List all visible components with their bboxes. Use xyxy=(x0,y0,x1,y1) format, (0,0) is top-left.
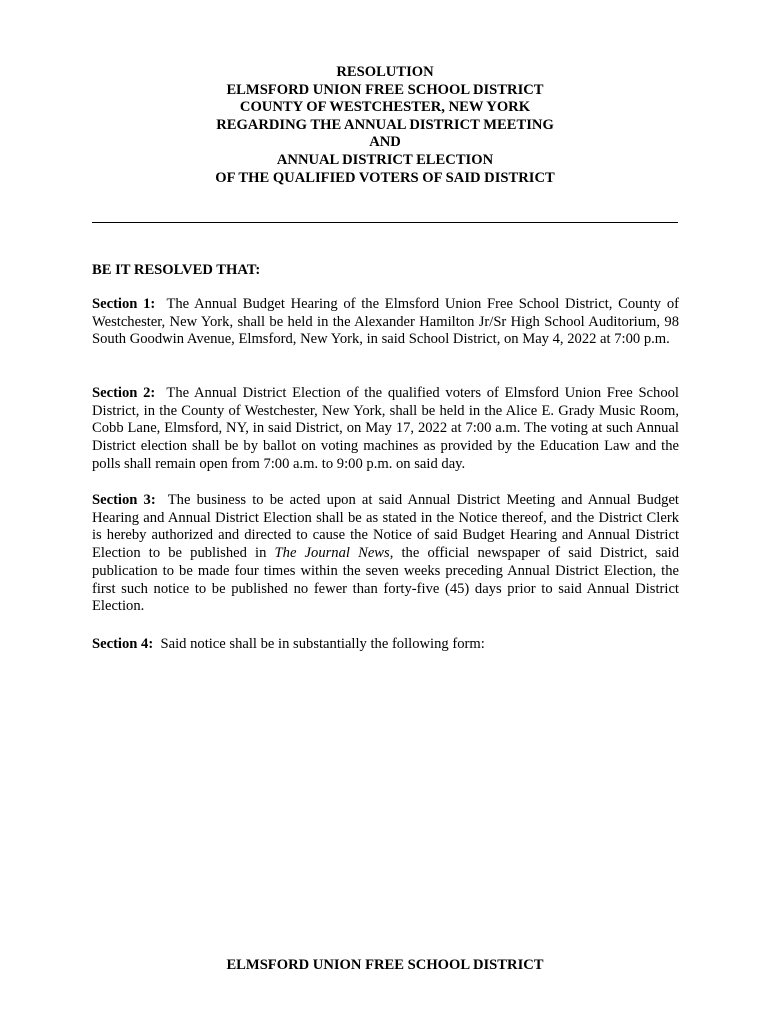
title-divider xyxy=(92,222,678,223)
title-line: AND xyxy=(369,134,401,151)
section-label: Section 1: xyxy=(92,296,156,312)
section-label: Section 4: xyxy=(92,636,154,652)
section-text: The Annual District Election of the qualified voters of Elmsford Union Free School District, in the County of Westchester, New York, shall be held in the Alice E. Grady Music Room, Cobb Lane, Elmsford, NY, in said District, on May 17, 2022 at 7:00 a.m. The voting at such Annual District election shall be by ballot on voting machines as provided by the Education Law and the polls shall remain open from 7:00 a.m. to 9:00 p.m. on said day. xyxy=(92,385,679,472)
title-line: OF THE QUALIFIED VOTERS OF SAID DISTRICT xyxy=(215,169,555,186)
resolution-title xyxy=(0,64,770,187)
section-2 xyxy=(92,385,679,474)
section-text: The Annual Budget Hearing of the Elmsford Union Free School District, County of Westchester, New York, shall be held in the Alexander Hamilton Jr/Sr High School Auditorium, 98 South Goodwin Avenue, Elmsford, New York, in said School District, on May 4, 2022 at 7:00 p.m. xyxy=(92,296,679,348)
resolved-heading: BE IT RESOLVED THAT: xyxy=(92,262,261,278)
title-line: ANNUAL DISTRICT ELECTION xyxy=(276,151,494,168)
section-4 xyxy=(92,636,679,654)
section-text: , the official newspaper of said District, said publication to be made four times within the seven weeks preceding Annual District Election, the first such notice to be published no fewer than forty-five (45) days prior to said Annual District Election. xyxy=(92,545,679,615)
title-line: REGARDING THE ANNUAL DISTRICT MEETING xyxy=(216,116,554,133)
title-line: COUNTY OF WESTCHESTER, NEW YORK xyxy=(239,99,531,116)
section-text: Said notice shall be in substantially the following form: xyxy=(160,636,485,652)
section-label: Section 2: xyxy=(92,385,156,401)
section-1 xyxy=(92,296,679,349)
newspaper-name: The Journal News xyxy=(274,545,390,562)
title-line: ELMSFORD UNION FREE SCHOOL DISTRICT xyxy=(226,81,544,98)
section-3 xyxy=(92,492,679,616)
title-line: RESOLUTION xyxy=(336,64,434,80)
section-text: The business to be acted upon at said Annual District Meeting and Annual Budget Hearing and Annual District Election shall be as stated in the Notice thereof, and the District Clerk is hereby authorized and directed to cause the Notice of said Budget Hearing and Annual District Election to be published in xyxy=(92,492,679,562)
section-label: Section 3: xyxy=(92,492,156,508)
footer-district-name: ELMSFORD UNION FREE SCHOOL DISTRICT xyxy=(226,957,544,973)
